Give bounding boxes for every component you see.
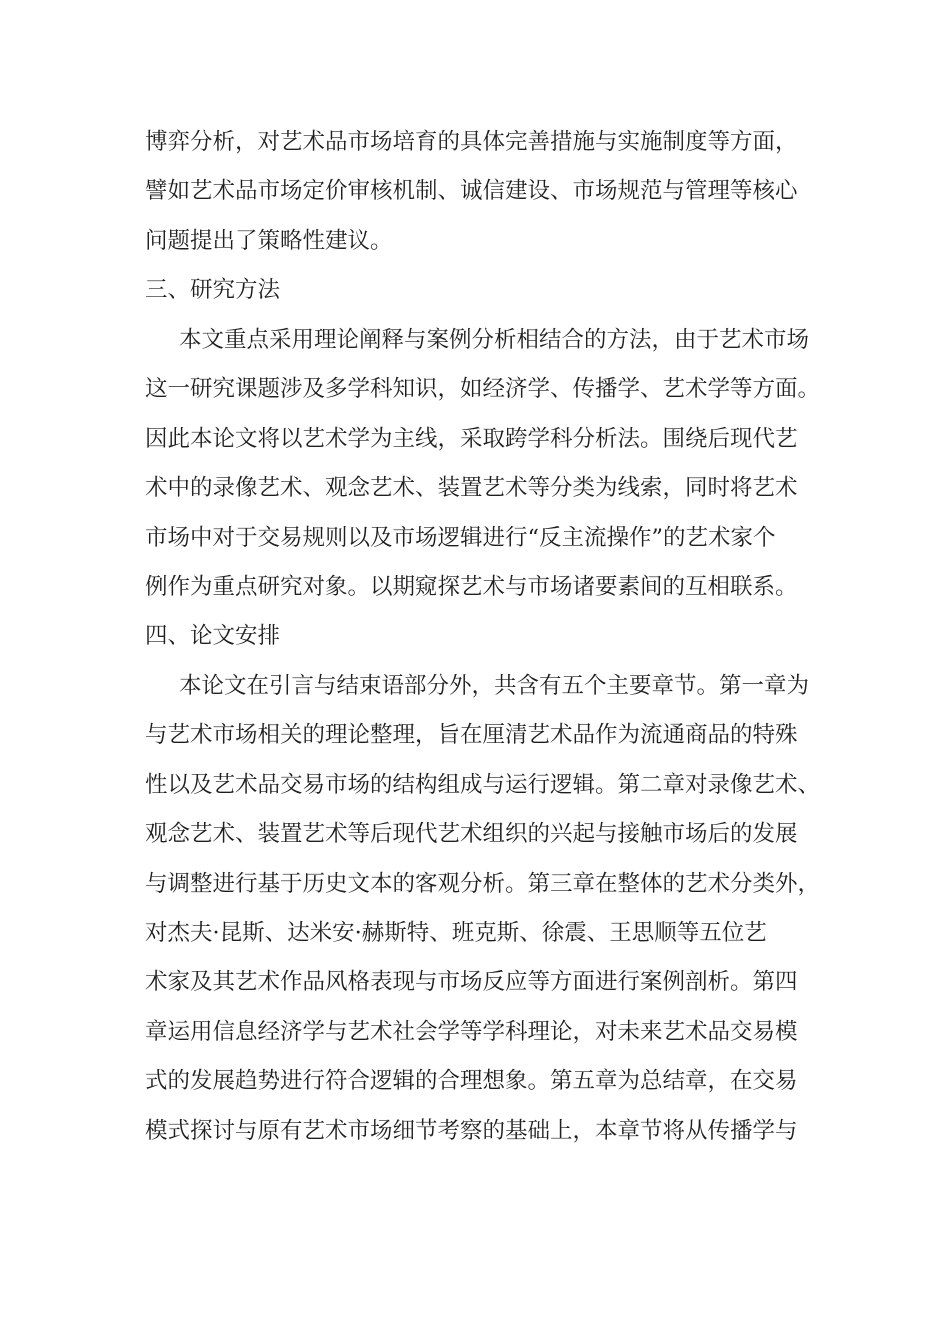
section-heading-thesis-structure: 四、论文安排 [145,623,281,650]
section-heading-research-methods: 三、研究方法 [145,277,281,304]
paragraph-line: 性以及艺术品交易市场的结构组成与运行逻辑。第二章对录像艺术、 [145,771,821,798]
paragraph-line: 式的发展趋势进行符合逻辑的合理想象。第五章为总结章，在交易 [145,1068,798,1095]
paragraph-line: 与艺术市场相关的理论整理，旨在厘清艺术品作为流通商品的特殊 [145,722,798,749]
paragraph-line: 本论文在引言与结束语部分外，共含有五个主要章节。第一章为 [179,672,810,699]
paragraph-line: 因此本论文将以艺术学为主线，采取跨学科分析法。围绕后现代艺 [145,425,798,452]
document-page [145,118,835,1156]
paragraph-line: 市场中对于交易规则以及市场逻辑进行“反主流操作”的艺术家个 [145,524,776,551]
paragraph-line: 对杰夫·昆斯、达米安·赫斯特、班克斯、徐震、王思顺等五位艺 [145,920,767,946]
paragraph-line: 观念艺术、装置艺术等后现代艺术组织的兴起与接触市场后的发展 [145,821,798,848]
paragraph-line: 博弈分析，对艺术品市场培育的具体完善措施与实施制度等方面， [145,129,798,155]
paragraph-line: 术中的录像艺术、观念艺术、装置艺术等分类为线索，同时将艺术 [145,475,798,502]
paragraph-line: 与调整进行基于历史文本的客观分析。第三章在整体的艺术分类外， [145,870,821,897]
paragraph-line: 问题提出了策略性建议。 [145,227,393,254]
paragraph-line: 章运用信息经济学与艺术社会学等学科理论，对未来艺术品交易模 [145,1018,798,1045]
paragraph-line: 术家及其艺术作品风格表现与市场反应等方面进行案例剖析。第四 [145,969,798,996]
paragraph-line: 例作为重点研究对象。以期窥探艺术与市场诸要素间的互相联系。 [145,573,798,600]
paragraph-line: 譬如艺术品市场定价审核机制、诚信建设、市场规范与管理等核心 [145,178,798,205]
paragraph-line: 本文重点采用理论阐释与案例分析相结合的方法，由于艺术市场 [179,326,810,353]
paragraph-line: 模式探讨与原有艺术市场细节考察的基础上，本章节将从传播学与 [145,1117,798,1144]
paragraph-line: 这一研究课题涉及多学科知识，如经济学、传播学、艺术学等方面。 [145,376,821,403]
